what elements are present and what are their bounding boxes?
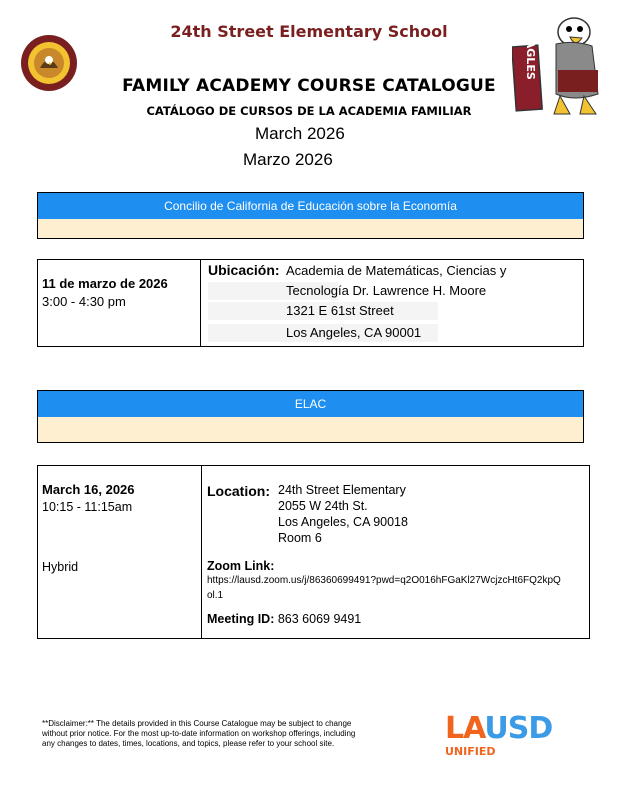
disclaimer-line: without prior notice. For the most up-to-date information on workshop offerings, including <box>42 729 356 738</box>
catalogue-title-en: FAMILY ACADEMY COURSE CATALOGUE <box>122 76 496 96</box>
meeting-id-row <box>207 612 361 626</box>
meeting-id-value: 863 6069 9491 <box>277 612 362 626</box>
lausd-logo <box>445 712 585 764</box>
lausd-logo-unified: UNIFIED <box>445 745 496 758</box>
session-band <box>37 219 584 239</box>
session-band <box>37 417 584 443</box>
location-line: Academia de Matemáticas, Ciencias y <box>286 263 507 278</box>
location-line: Room 6 <box>278 531 322 545</box>
meeting-id-label: Meeting ID: <box>207 612 275 626</box>
session-time: 3:00 - 4:30 pm <box>42 294 126 309</box>
session-card <box>37 259 584 347</box>
disclaimer <box>42 719 412 749</box>
location-line: 1321 E 61st Street <box>286 303 394 318</box>
lausd-logo-la: LA <box>445 711 485 746</box>
svg-text:EAGLES: EAGLES <box>524 32 537 80</box>
disclaimer-line: any changes to dates, times, locations, and topics, please refer to your school site. <box>42 739 335 748</box>
location-line: Los Angeles, CA 90001 <box>286 325 422 340</box>
catalogue-title-es: CATÁLOGO DE CURSOS DE LA ACADEMIA FAMILIAR <box>146 104 472 118</box>
location-label: Location: <box>207 483 270 499</box>
zoom-link[interactable]: https://lausd.zoom.us/j/86360699491?pwd=q2O016hFGaKl27WcjzcHt6FQ2kpQ <box>207 575 561 586</box>
zoom-link-continued[interactable]: ol.1 <box>207 590 224 601</box>
month-es: Marzo 2026 <box>243 150 333 169</box>
session-banner: Concilio de California de Educación sobre la Economía <box>37 192 584 220</box>
month-en: March 2026 <box>255 124 345 143</box>
lausd-logo-usd: USD <box>484 711 553 746</box>
school-name: 24th Street Elementary School <box>170 22 448 41</box>
zoom-link-label: Zoom Link: <box>207 559 275 573</box>
disclaimer-line: **Disclaimer:** The details provided in this Course Catalogue may be subject to change <box>42 719 352 728</box>
eagle-mascot-logo <box>512 10 608 118</box>
location-line: Los Angeles, CA 90018 <box>278 515 408 529</box>
session-mode: Hybrid <box>42 560 79 574</box>
session-banner: ELAC <box>37 390 584 418</box>
location-line: 2055 W 24th St. <box>278 499 368 513</box>
session-time: 10:15 - 11:15am <box>42 500 133 514</box>
session-date: March 16, 2026 <box>42 482 135 497</box>
location-label: Ubicación: <box>208 262 280 278</box>
session-card <box>37 465 590 639</box>
session-date: 11 de marzo de 2026 <box>42 276 168 291</box>
location-line: 24th Street Elementary <box>278 483 406 497</box>
location-line: Tecnología Dr. Lawrence H. Moore <box>286 283 487 298</box>
